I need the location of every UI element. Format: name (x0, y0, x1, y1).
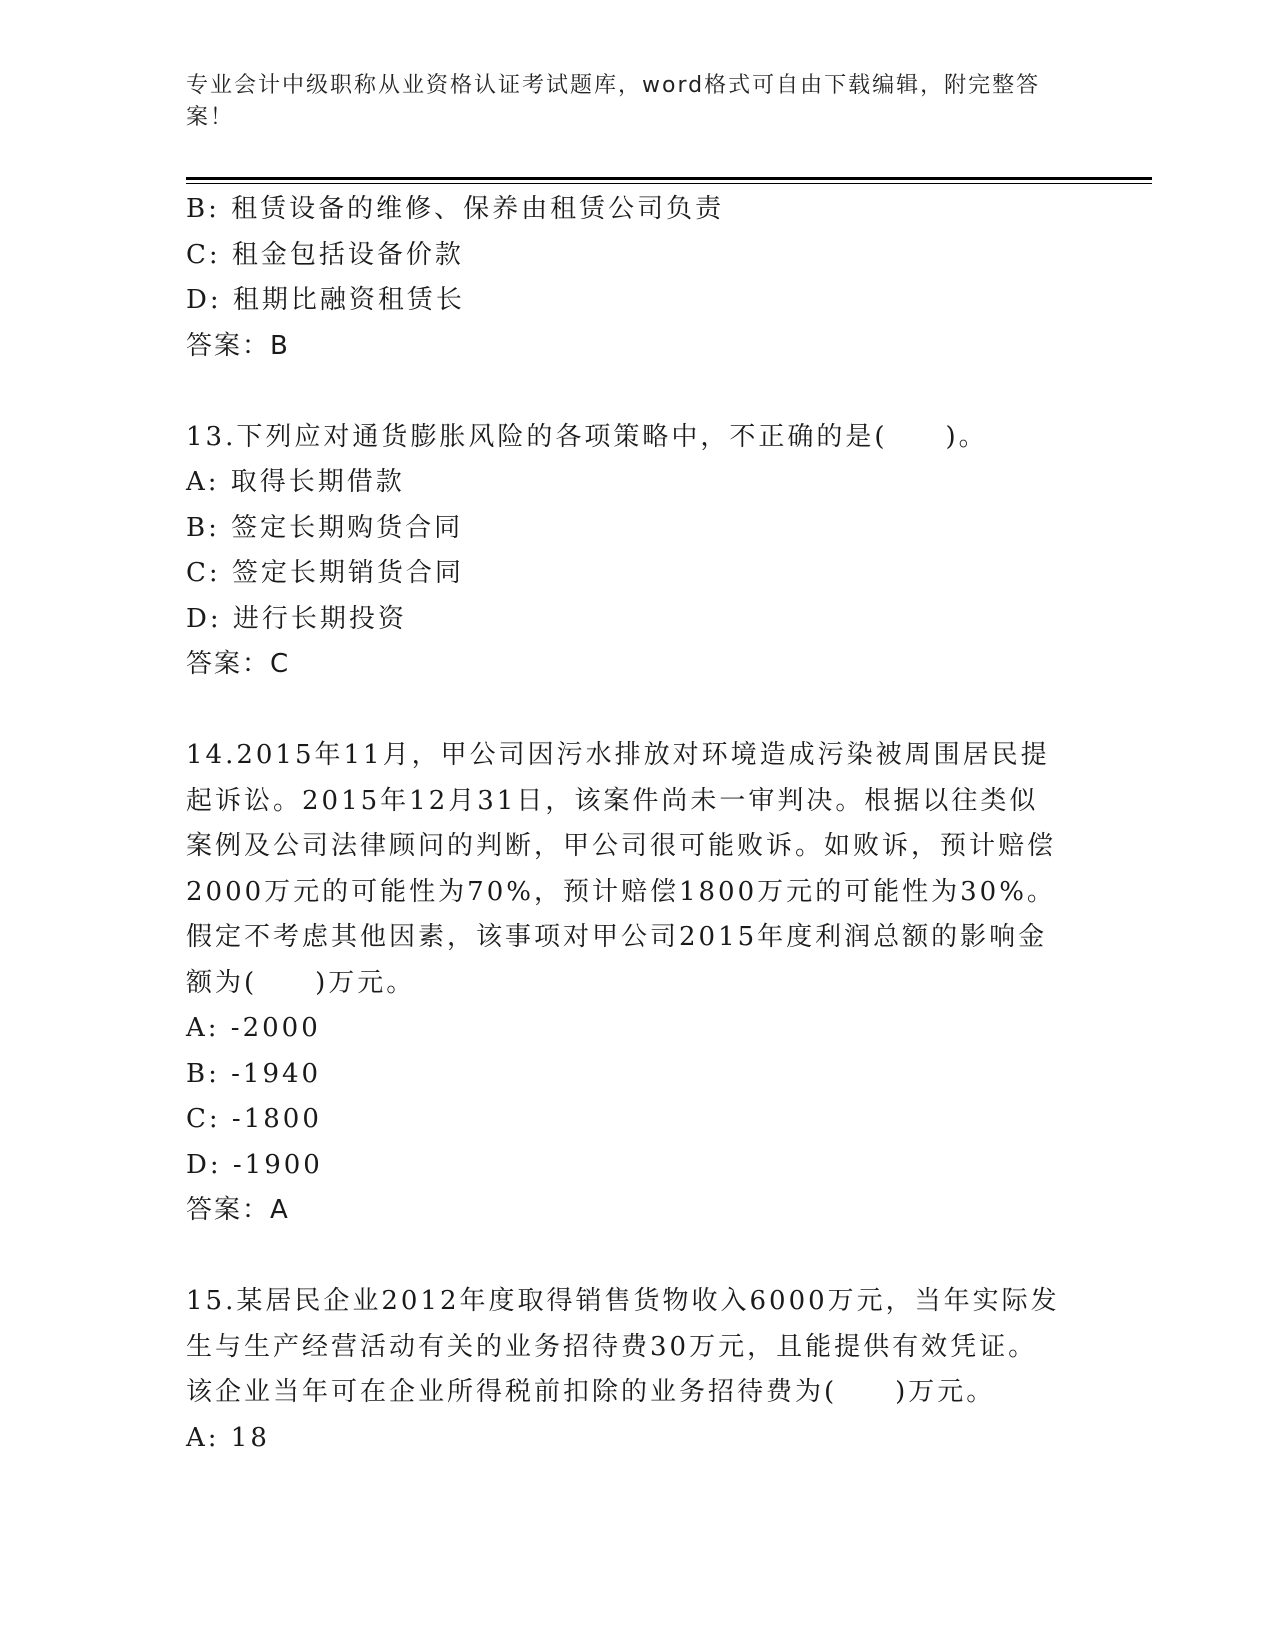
question-text: 15.某居民企业2012年度取得销售货物收入6000万元，当年实际发生与生产经营活动有关的业务招待费30万元，且能提供有效凭证。该企业当年可在企业所得税前扣除的业务招待费为( )万元。 (186, 1286, 1060, 1407)
option-d: D: -1900 (186, 1149, 323, 1180)
question-content (186, 187, 1066, 1461)
option-a: A: 取得长期借款 (186, 467, 405, 497)
spacer (186, 688, 1066, 734)
option-b: B: -1940 (186, 1058, 322, 1089)
option-d: D: 进行长期投资 (186, 603, 407, 634)
header-rule-thick (186, 177, 1152, 180)
answer: 答案：C (186, 649, 291, 679)
question-14 (186, 733, 1066, 1234)
spacer (186, 1234, 1066, 1280)
option-c: C: -1800 (186, 1104, 322, 1134)
option-a: A: -2000 (186, 1013, 321, 1043)
question-text: 13.下列应对通货膨胀风险的各项策略中，不正确的是( )。 (186, 421, 988, 452)
question-12-tail (186, 187, 1066, 369)
option-d: D: 租期比融资租赁长 (186, 285, 465, 315)
option-c: C: 签定长期销货合同 (186, 558, 464, 588)
option-a: A: 18 (186, 1422, 270, 1453)
option-b: B: 租赁设备的维修、保养由租赁公司负责 (186, 194, 725, 224)
question-13 (186, 415, 1066, 688)
spacer (186, 369, 1066, 415)
page-header: 专业会计中级职称从业资格认证考试题库，word格式可自由下载编辑，附完整答案！ (186, 73, 1041, 130)
option-c: C: 租金包括设备价款 (186, 239, 464, 270)
option-b: B: 签定长期购货合同 (186, 512, 464, 543)
question-15 (186, 1279, 1066, 1461)
answer: 答案：A (186, 1195, 290, 1225)
question-text: 14.2015年11月，甲公司因污水排放对环境造成污染被周围居民提起诉讼。2015年12月31日，该案件尚未一审判决。根据以往类似案例及公司法律顾问的判断，甲公司很可能败诉。如败诉，预计赔偿2000万元的可能性为70%，预计赔偿1800万元的可能性为30%。假定不考虑其他因素，该事项对甲公司2015年度利润总额的影响金额为( )万元。 (186, 740, 1057, 998)
header-rule-thin (186, 183, 1152, 184)
answer: 答案：B (186, 330, 290, 361)
